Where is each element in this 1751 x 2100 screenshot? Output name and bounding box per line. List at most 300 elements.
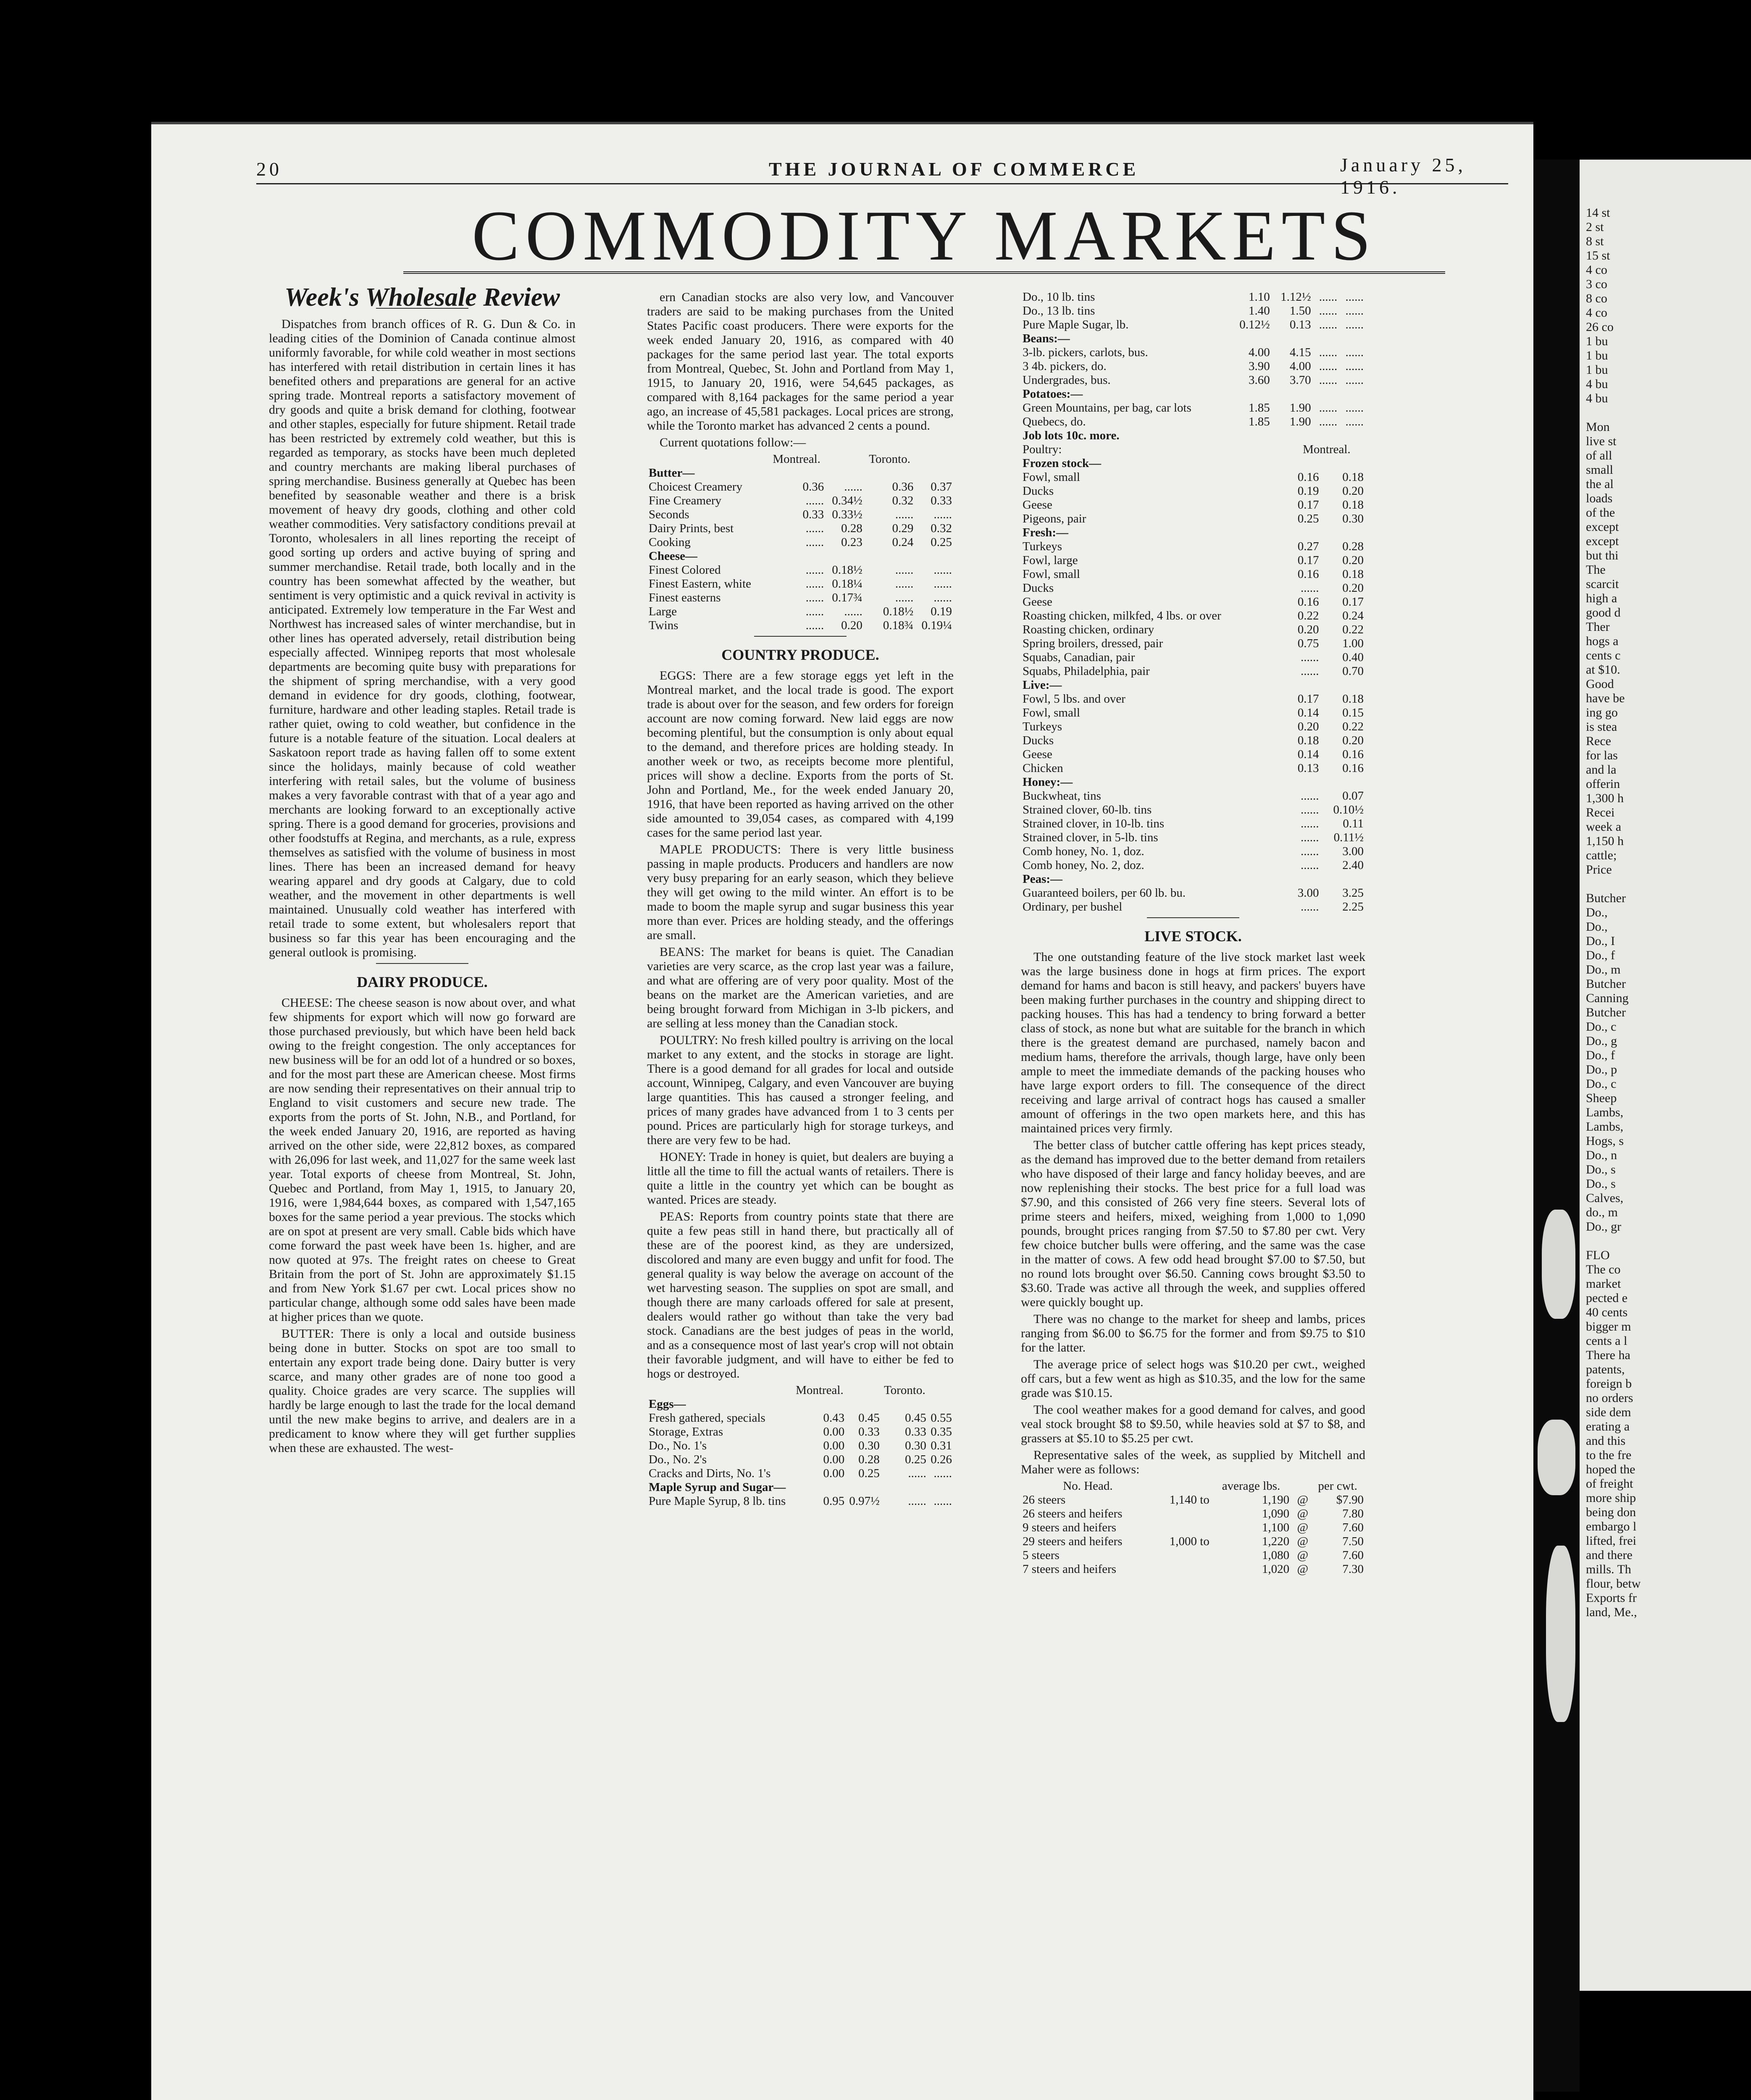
price-cell (1155, 1521, 1211, 1535)
price-cell: 0.00 (823, 1467, 845, 1480)
livestock-paragraph: The cool weather makes for a good demand for calves, and good veal stock brought $8 to $9.50, while heavies sold at $7 to $8, and grassers at $5.10 to $5.25 per cwt. (1021, 1403, 1365, 1445)
item-name-cell: 26 steers and heifers (1023, 1507, 1123, 1520)
price-cell (768, 466, 826, 480)
price-cell: @ (1297, 1549, 1309, 1562)
live-stock-title: LIVE STOCK. (1144, 928, 1242, 945)
table-header-cell (1155, 1479, 1211, 1493)
price-cell: 0.33½ (832, 508, 862, 521)
price-cell: 0.32 (931, 522, 952, 535)
price-cell: ...... (1319, 318, 1338, 331)
price-cell: 0.18 (1297, 734, 1319, 747)
price-cell: 1.85 (1248, 401, 1270, 415)
price-cell: 1,100 (1262, 1521, 1290, 1534)
price-cell: 0.29 (892, 522, 914, 535)
table-row (1021, 845, 1365, 858)
table-row (1021, 734, 1365, 748)
item-name-cell: Ducks (1023, 734, 1054, 747)
table-row (647, 536, 954, 549)
adjacent-page-line: Do., c (1586, 1020, 1617, 1034)
table-row (647, 1411, 954, 1425)
item-name-cell: Roasting chicken, ordinary (1023, 623, 1154, 636)
table-row (1021, 900, 1365, 914)
price-cell: ...... (1345, 318, 1364, 331)
table-header-cell (928, 1383, 954, 1397)
table-row (1021, 581, 1365, 595)
table-row (1021, 886, 1365, 900)
table-row (1021, 415, 1365, 429)
adjacent-page-line: foreign b (1586, 1377, 1632, 1391)
price-cell: 0.32 (892, 494, 914, 507)
adjacent-page-line: except (1586, 520, 1619, 534)
price-cell: ...... (1301, 858, 1319, 872)
price-cell: 1.90 (1289, 415, 1311, 428)
adjacent-page-line: erating a (1586, 1420, 1630, 1433)
adjacent-page-line: patents, (1586, 1362, 1625, 1376)
column-2 (647, 290, 954, 1508)
adjacent-page-line: Mon (1586, 420, 1610, 434)
price-cell (1321, 678, 1365, 692)
table-row (1021, 817, 1365, 831)
adjacent-page-line: pected e (1586, 1291, 1628, 1305)
price-cell: 0.14 (1297, 706, 1319, 719)
table-header-cell: Montreal. (796, 1383, 844, 1397)
table-row (647, 605, 954, 619)
adjacent-page-line: small (1586, 463, 1613, 477)
item-name-cell: Fowl, small (1023, 567, 1080, 581)
item-name-cell: Fowl, large (1023, 554, 1078, 567)
item-name-cell: Pure Maple Sugar, lb. (1023, 318, 1129, 331)
price-cell: 1,020 (1262, 1562, 1290, 1576)
item-name-cell: 3-lb. pickers, carlots, bus. (1023, 346, 1148, 359)
adjacent-page-line: Exports fr (1586, 1591, 1637, 1605)
produce-price-table (1021, 290, 1365, 443)
price-cell: 0.97½ (849, 1494, 880, 1508)
item-name-cell: Do., 13 lb. tins (1023, 304, 1095, 318)
price-cell: 0.20 (1342, 554, 1364, 567)
table-row (1021, 678, 1365, 692)
price-cell: ...... (1301, 664, 1319, 678)
price-cell: 1.85 (1248, 415, 1270, 428)
price-cell: ...... (1345, 415, 1364, 428)
price-cell: ...... (1345, 373, 1364, 387)
table-row (1021, 720, 1365, 734)
price-cell: ...... (1319, 360, 1338, 373)
price-cell: ...... (908, 1494, 926, 1508)
price-cell: 1.90 (1289, 401, 1311, 415)
table-row (1021, 1493, 1365, 1507)
price-cell: 0.17¾ (832, 591, 862, 604)
price-cell: 0.28 (841, 522, 862, 535)
livestock-paragraph: The average price of select hogs was $10.20 per cwt., weighed off cars, but a few went as high as $10.35, and the low for the same grade was $10.15. (1021, 1357, 1365, 1400)
table-header-cell: Toronto. (884, 1383, 925, 1397)
table-row (1021, 332, 1365, 346)
adjacent-page-line: 1 bu (1586, 334, 1608, 348)
adjacent-page-line: There ha (1586, 1348, 1630, 1362)
table-header-cell (915, 452, 954, 466)
item-name-cell: Strained clover, in 10-lb. tins (1023, 817, 1165, 830)
price-cell: ...... (895, 591, 914, 604)
item-name-cell: Quebecs, do. (1023, 415, 1086, 428)
price-cell: 0.24 (892, 536, 914, 549)
divider (1147, 917, 1239, 918)
weekly-review-text: Dispatches from branch offices of R. G. Dun & Co. in leading cities of the Dominion of Canada continue almost uniformly favorable, for while cold weather in most sections has interfered with retail distribution in certain lines it has benefited others and preparations are general for an active spring trade. Montreal reports a satisfactory movement of dry goods and quite a brisk demand for clothing, footwear and other staples, especially for future shipment. Retail trade has been restricted by extremely cold weather, but this is regarded as temporary, as stocks have been much depleted and country merchants are making liberal purchases of spring merchandise. Business generally at Quebec has been benefited by seasonable weather and there is a brisk movement of heavy dry goods, clothing and other cold weather commodities. Very satisfactory conditions prevail at Toronto, wholesalers in all lines reporting the receipt of good sorting up orders and active buying of spring and summer merchandise. Retail trade, both locally and in the country has been somewhat affected by the weather, but sentiment is very optimistic and a quick revival in activity is anticipated. Extremely low temperature in the Far West and Northwest has increased sales of winter merchandise, but in other lines has operated adversely, retail distribution being especially affected. Winnipeg reports that most wholesale departments are becoming quite busy with preparations for the shipment of spring merchandise, with a very good demand in evidence for dry goods, clothing, footwear, furniture, hardware and other leading staples. Retail trade is rather quiet, owing to cold weather, but confidence in the future is a notable feature of the situation. Local dealers at Saskatoon report trade as having fallen off to some extent since the holidays, mainly because of cold weather interfering with retail sales, but the volume of business makes a very favorable contrast with that of a year ago and merchants are looking forward to an exceptionally active spring. There is a good demand for groceries, provisions and other foodstuffs at Regina, and merchants, as a rule, express themselves as satisfied with the volume of business in most lines. There has been an increased demand for heavy wearing apparel and dry goods at Calgary, due to cold weather, and the movement in other departments is well maintained. Unusually cold weather has interfered with retail trade to some extent, but wholesalers report that business so far this year has been encouraging and the general outlook is promising. (269, 317, 576, 959)
price-cell: ...... (1345, 346, 1364, 359)
adjacent-page-line (1586, 406, 1751, 420)
adjacent-page-line: scarcit (1586, 577, 1619, 591)
price-cell: ...... (1319, 401, 1338, 415)
price-cell: ...... (1301, 900, 1319, 914)
price-cell: 0.19 (931, 605, 952, 618)
adjacent-page-line: lifted, frei (1586, 1534, 1636, 1548)
price-cell (793, 1397, 846, 1411)
table-row (1021, 761, 1365, 775)
price-cell: ...... (805, 494, 824, 507)
price-cell: $7.90 (1336, 1493, 1364, 1507)
price-cell: 0.25 (905, 1453, 926, 1466)
price-cell: 0.11 (1343, 817, 1364, 830)
adjacent-page-text (1586, 206, 1751, 1620)
table-row (647, 1397, 954, 1411)
item-name-cell: Beans:— (1023, 332, 1070, 345)
table-header-cell (647, 452, 768, 466)
price-cell: ...... (805, 605, 824, 618)
item-name-cell: Do., No. 1's (649, 1439, 707, 1452)
price-cell: ...... (1301, 845, 1319, 858)
price-cell: 0.22 (1342, 623, 1364, 636)
price-cell: 0.10½ (1333, 803, 1364, 816)
item-name-cell: Spring broilers, dressed, pair (1023, 637, 1163, 650)
adjacent-page-line: Do., g (1586, 1034, 1617, 1048)
price-cell: ...... (933, 591, 952, 604)
adjacent-page-line: Rece (1586, 734, 1611, 748)
table-row (1021, 1521, 1365, 1535)
table-row (1021, 567, 1365, 581)
table-row (647, 563, 954, 577)
item-name-cell: 3 4b. pickers, do. (1023, 360, 1107, 373)
table-row (1021, 512, 1365, 526)
price-cell (1321, 872, 1365, 886)
table-row (1021, 290, 1365, 304)
price-cell: 0.25 (931, 536, 952, 549)
table-row (1021, 1562, 1365, 1576)
adjacent-page-line: The co (1586, 1263, 1621, 1276)
table-row (1021, 429, 1365, 443)
price-cell: 0.30 (1342, 512, 1364, 525)
adjacent-page-line: Do., s (1586, 1163, 1616, 1176)
table-row (1021, 1535, 1365, 1549)
price-cell: ...... (805, 522, 824, 535)
price-cell: 7.60 (1342, 1549, 1364, 1562)
table-row (647, 1494, 954, 1508)
price-cell: @ (1297, 1507, 1309, 1520)
price-cell: 1.40 (1248, 304, 1270, 318)
price-cell: ...... (1319, 415, 1338, 428)
adjacent-page-line: Do., f (1586, 1048, 1615, 1062)
item-name-cell: Roasting chicken, milkfed, 4 lbs. or over (1023, 609, 1221, 622)
adjacent-page-line: Butcher (1586, 1005, 1626, 1019)
price-cell: 1,220 (1262, 1535, 1290, 1548)
adjacent-page-line: market (1586, 1277, 1621, 1291)
price-cell: 3.00 (1342, 845, 1364, 858)
price-cell: ...... (1319, 304, 1338, 318)
table-row (1021, 484, 1365, 498)
price-cell: 0.25 (1297, 512, 1319, 525)
adjacent-page-line: Hogs, s (1586, 1134, 1624, 1148)
table-row (1021, 304, 1365, 318)
price-cell: 3.25 (1342, 886, 1364, 900)
price-cell: 0.28 (1342, 540, 1364, 553)
price-cell: 0.11½ (1333, 831, 1364, 844)
item-name-cell: Pigeons, pair (1023, 512, 1086, 525)
price-cell: 0.24 (1342, 609, 1364, 622)
table-row (647, 1425, 954, 1439)
price-cell: 0.43 (823, 1411, 845, 1425)
table-row (1021, 1549, 1365, 1562)
adjacent-page-line: loads (1586, 491, 1613, 505)
price-cell: 0.22 (1342, 720, 1364, 733)
item-name-cell: Cracks and Dirts, No. 1's (649, 1467, 771, 1480)
item-name-cell: Do., No. 2's (649, 1453, 707, 1466)
price-cell: 2.25 (1342, 900, 1364, 914)
price-cell: 0.20 (1342, 581, 1364, 595)
price-cell: ...... (933, 508, 952, 521)
price-cell: ...... (1345, 304, 1364, 318)
price-cell: 0.16 (1342, 761, 1364, 775)
newspaper-page (151, 122, 1533, 2100)
price-cell (1272, 332, 1313, 346)
price-cell (928, 1397, 954, 1411)
price-cell: 0.75 (1297, 637, 1319, 650)
table-header-cell: Toronto. (869, 452, 910, 466)
adjacent-page-line: 4 co (1586, 306, 1607, 320)
price-cell: ...... (805, 577, 824, 591)
price-cell: 0.40 (1342, 651, 1364, 664)
adjacent-page-line: Do., (1586, 920, 1608, 934)
price-cell: 0.36 (802, 480, 824, 494)
price-cell: 1,190 (1262, 1493, 1290, 1507)
price-cell: ...... (895, 563, 914, 577)
item-name-cell: Peas:— (1023, 872, 1063, 886)
adjacent-page-line: Good (1586, 677, 1614, 691)
adjacent-page-line: Calves, (1586, 1191, 1624, 1205)
price-cell (881, 1397, 928, 1411)
price-cell: 0.00 (823, 1453, 845, 1466)
table-row (1021, 637, 1365, 651)
price-cell: @ (1297, 1562, 1309, 1576)
price-cell: 0.18 (1342, 692, 1364, 706)
table-row (647, 508, 954, 522)
price-cell: 0.34½ (832, 494, 862, 507)
adjacent-page-line: 3 co (1586, 277, 1607, 291)
adjacent-page-line: cattle; (1586, 848, 1617, 862)
adjacent-page-line: mills. Th (1586, 1562, 1631, 1576)
price-cell: 0.33 (905, 1425, 926, 1438)
adjacent-page-line: 26 co (1586, 320, 1614, 334)
price-cell: 1,140 to (1169, 1493, 1209, 1507)
item-name-cell: Ducks (1023, 484, 1054, 498)
item-name-cell: Honey:— (1023, 775, 1073, 789)
price-cell: ...... (805, 563, 824, 577)
item-name-cell: Cheese— (649, 549, 697, 563)
table-row (1021, 387, 1365, 401)
table-row (1021, 831, 1365, 845)
price-cell: 0.30 (905, 1439, 926, 1452)
table-header-cell (826, 452, 864, 466)
adjacent-page-line: do., m (1586, 1205, 1618, 1219)
price-cell: 7.50 (1342, 1535, 1364, 1548)
price-cell: 1.00 (1342, 637, 1364, 650)
table-row (1021, 526, 1365, 540)
price-cell: ...... (1301, 817, 1319, 830)
adjacent-page-line: being don (1586, 1505, 1636, 1519)
price-cell: 0.30 (858, 1439, 880, 1452)
table-row (1021, 540, 1365, 554)
adjacent-page-line: live st (1586, 434, 1617, 448)
adjacent-page-line: 8 st (1586, 234, 1604, 248)
price-cell: 0.18¼ (832, 577, 862, 591)
adjacent-page-line: Lambs, (1586, 1105, 1624, 1119)
adjacent-page-line: Do., c (1586, 1077, 1617, 1091)
header-rule (256, 183, 1508, 184)
adjacent-page-line: and there (1586, 1548, 1633, 1562)
price-cell: 0.15 (1342, 706, 1364, 719)
price-cell: 0.19 (1297, 484, 1319, 498)
price-cell (1313, 387, 1339, 401)
price-cell: 0.07 (1342, 789, 1364, 803)
price-cell (1321, 457, 1365, 470)
price-cell: ...... (1319, 373, 1338, 387)
price-cell: 3.90 (1248, 360, 1270, 373)
adjacent-page-line: 15 st (1586, 249, 1610, 262)
price-cell (846, 1480, 881, 1494)
adjacent-page-line: for las (1586, 748, 1618, 762)
table-header-cell: No. Head. (1063, 1479, 1113, 1493)
price-cell: 0.14 (1297, 748, 1319, 761)
adjacent-page-line: of all (1586, 449, 1612, 462)
price-cell (915, 466, 954, 480)
adjacent-page-line: Sheep (1586, 1091, 1617, 1105)
item-name-cell: Turkeys (1023, 540, 1062, 553)
table-row (1021, 373, 1365, 387)
price-cell: 0.70 (1342, 664, 1364, 678)
table-row (647, 466, 954, 480)
price-cell (1313, 429, 1339, 443)
butter-text: BUTTER: There is only a local and outside business being done in butter. Stocks on spot are too small to entertain any export trade being done. Dairy butter is very scarce, and many other grades are of none too good a quality. Choice grades are very scarce. The supplies will hardly be large enough to last the trade for the local demand until the new make begins to arrive, and dealers are in a predicament to know where they will get further supplies when these are exhausted. The west- (269, 1327, 576, 1455)
price-cell (1230, 429, 1272, 443)
adjacent-page-line: Do., n (1586, 1148, 1617, 1162)
adjacent-page-line: embargo l (1586, 1520, 1637, 1533)
table-row (1021, 651, 1365, 664)
price-cell: 0.33 (858, 1425, 880, 1438)
table-header-cell (647, 1383, 793, 1397)
price-cell: 0.36 (892, 480, 914, 494)
price-cell: 1,080 (1262, 1549, 1290, 1562)
price-cell (1230, 387, 1272, 401)
livestock-paragraph: The better class of butcher cattle offering has kept prices steady, as the demand has improved due to the better demand from retailers who have disposed of their large and fancy holiday beeves, and are now replenishing their stocks. The best price for a full load was $7.90, and this consisted of 266 very fine steers. Several lots of prime steers and heifers, mixed, weighing from 1,000 to 1,090 pounds, brought prices ranging from $7.50 to $7.80 per cwt. Very few choice butcher bulls were offering, and the same was the case in the matter of cows. A few odd head brought $7.00 to $7.50, but no round lots brought over $6.50. Canning cows brought $3.50 to $3.60. Trade was active all through the week, and supplies offered were quickly bought up. (1021, 1138, 1365, 1309)
item-name-cell: Eggs— (649, 1397, 686, 1411)
adjacent-page-line: 4 bu (1586, 391, 1608, 405)
item-name-cell: Fowl, small (1023, 706, 1080, 719)
table-header-cell: Montreal. (773, 452, 820, 466)
price-cell (1288, 526, 1321, 540)
table-row (647, 1467, 954, 1480)
beans-text: BEANS: The market for beans is quiet. The Canadian varieties are very scarce, as the crop last year was a failure, and what are offering are of very poor quality. Most of the beans on the market are the American varieties, and are being brought forward from Michigan in 3-lb pickers, and are selling at less money than the Canadian stock. (647, 945, 954, 1030)
item-name-cell: Squabs, Canadian, pair (1023, 651, 1135, 664)
price-cell: 4.00 (1248, 346, 1270, 359)
adjacent-page-line: hogs a (1586, 634, 1619, 648)
adjacent-page-line: Lambs, (1586, 1120, 1624, 1134)
price-cell (1155, 1562, 1211, 1576)
price-cell: 7.60 (1342, 1521, 1364, 1534)
butter-continued-text: ern Canadian stocks are also very low, and Vancouver traders are said to be making purchases from the United States Pacific coast producers. There were exports for the week ended January 20, 1916, as compared with 40 packages for the same period last year. The total exports from Montreal, Quebec, St. John and Portland from May 1, 1915, to January 20, 1916, were 54,645 packages, as compared with 8,164 packages for the same period a year ago, an increase of 45,581 packages. Local prices are strong, while the Toronto market has advanced 2 cents a pound. (647, 290, 954, 433)
item-name-cell: Choicest Creamery (649, 480, 743, 494)
divider (376, 963, 468, 964)
dairy-price-table (647, 452, 954, 633)
table-row (1021, 595, 1365, 609)
table-row (1021, 346, 1365, 360)
price-cell: 0.25 (858, 1467, 880, 1480)
price-cell: 0.95 (823, 1494, 845, 1508)
adjacent-page-line: no orders (1586, 1391, 1633, 1405)
adjacent-page-line: 8 co (1586, 291, 1607, 305)
table-row (647, 1439, 954, 1453)
adjacent-page-line: 4 bu (1586, 377, 1608, 391)
adjacent-page-line: hoped the (1586, 1462, 1635, 1476)
price-cell: 3.60 (1248, 373, 1270, 387)
price-cell: ...... (844, 605, 862, 618)
column-3 (1021, 290, 1365, 1576)
table-row (1021, 775, 1365, 789)
adjacent-page-line: 14 st (1586, 206, 1610, 220)
maple-text: MAPLE PRODUCTS: There is very little business passing in maple products. Producers and handlers are now very busy preparing for an early season, which they believe they will get owing to the mild winter. An effort is to be made to boom the maple syrup and sugar business this year more than ever. Prices are holding steady, and the offerings are small. (647, 843, 954, 942)
price-cell: 0.18½ (883, 605, 914, 618)
price-cell (1321, 775, 1365, 789)
livestock-paragraph: There was no change to the market for sheep and lambs, prices ranging from $6.00 to $6.75 for the former and from $9.75 to $10 for the latter. (1021, 1312, 1365, 1354)
adjacent-page-line: cents a l (1586, 1334, 1627, 1348)
item-name-cell: Geese (1023, 748, 1052, 761)
table-row (1021, 706, 1365, 720)
table-row (1021, 457, 1365, 470)
price-cell: 0.20 (1342, 734, 1364, 747)
table-row (647, 1480, 954, 1494)
price-cell: ...... (805, 619, 824, 632)
table-row (1021, 498, 1365, 512)
table-row (1021, 803, 1365, 817)
adjacent-page-line: the al (1586, 477, 1614, 491)
item-name-cell: Buckwheat, tins (1023, 789, 1101, 803)
price-cell: ...... (933, 1467, 952, 1480)
adjacent-page-line: ing go (1586, 706, 1618, 719)
page-number: 20 (256, 158, 282, 180)
adjacent-page-line: Do., m (1586, 963, 1621, 976)
price-cell: 0.13 (1289, 318, 1311, 331)
adjacent-page-line: 40 cents (1586, 1305, 1628, 1319)
price-cell: 3.00 (1297, 886, 1319, 900)
item-name-cell: Large (649, 605, 677, 618)
item-name-cell: Do., 10 lb. tins (1023, 290, 1095, 304)
price-cell: 0.22 (1297, 609, 1319, 622)
price-cell: 1.12½ (1280, 290, 1311, 304)
price-cell: 0.18 (1342, 470, 1364, 484)
table-row (1021, 609, 1365, 623)
adjacent-page-line: at $10. (1586, 663, 1620, 677)
table-header-cell: per cwt. (1318, 1479, 1357, 1493)
item-name-cell: Comb honey, No. 1, doz. (1023, 845, 1144, 858)
price-cell: ...... (908, 1467, 926, 1480)
item-name-cell: Squabs, Philadelphia, pair (1023, 664, 1150, 678)
item-name-cell: Fresh gathered, specials (649, 1411, 765, 1425)
price-cell: 1.50 (1289, 304, 1311, 318)
